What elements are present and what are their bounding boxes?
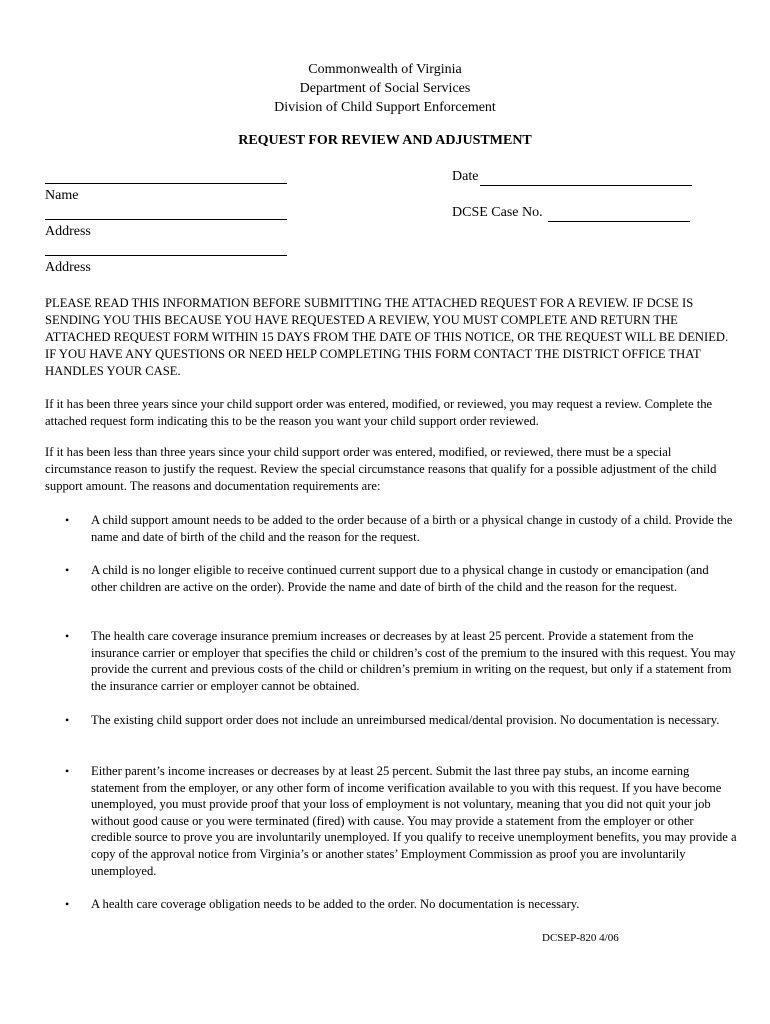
name-label: Name bbox=[45, 188, 79, 203]
notice-paragraph: PLEASE READ THIS INFORMATION BEFORE SUBMITTING THE ATTACHED REQUEST FOR A REVIEW. IF DCSE IS SENDING YOU THIS BECAUSE YOU HAVE REQUESTED A REVIEW, YOU MUST COMPLETE AND RETURN THE ATTACHED REQUEST FORM WITHIN 15 DAYS FROM THE DATE OF THIS NOTICE, OR THE REQUEST WILL BE DENIED. IF YOU HAVE ANY QUESTIONS OR NEED HELP COMPLETING THIS FORM CONTACT THE DISTRICT OFFICE THAT HANDLES YOUR CASE. bbox=[45, 296, 729, 378]
bullet-icon: • bbox=[65, 629, 70, 643]
bullet-icon: • bbox=[65, 563, 70, 577]
list-item-text: A health care coverage obligation needs to be added to the order. No documentation is necessary. bbox=[91, 897, 580, 911]
document-title: REQUEST FOR REVIEW AND ADJUSTMENT bbox=[238, 133, 532, 148]
address-field-line-1[interactable] bbox=[45, 219, 287, 220]
list-item-text: The health care coverage insurance premium increases or decreases by at least 25 percent. Provide a statement from the insurance carrier or employer that specifies the child or children’s cost of the premium to the insured with this request. You may provide the current and previous costs of the child or children’s premium in writing on the request, but only if a statement from the insurance carrier or employer cannot be obtained. bbox=[91, 629, 736, 693]
bullet-icon: • bbox=[65, 513, 70, 527]
name-field-line[interactable] bbox=[45, 183, 287, 184]
address-field-line-2[interactable] bbox=[45, 255, 287, 256]
date-field bbox=[452, 168, 692, 186]
address-label-1: Address bbox=[45, 224, 91, 239]
bullet-icon: • bbox=[65, 713, 70, 727]
paragraph-three-years: If it has been three years since your child support order was entered, modified, or reviewed, you may request a review. Complete the attached request form indicating this to be the reason you want your child support order reviewed. bbox=[45, 397, 713, 428]
header-department: Department of Social Services bbox=[299, 81, 471, 96]
document-header bbox=[0, 60, 770, 117]
header-commonwealth: Commonwealth of Virginia bbox=[308, 62, 462, 77]
bullet-icon: • bbox=[65, 764, 70, 778]
paragraph-special-circumstances: If it has been less than three years since your child support order was entered, modified, or reviewed, there must be a special circumstance reason to justify the request. Review the special circumstance reasons that qualify for a possible adjustment of the child support amount. The reasons and documentation requirements are: bbox=[45, 445, 717, 493]
date-field-line[interactable] bbox=[480, 171, 692, 186]
case-number-label: DCSE Case No. bbox=[452, 205, 543, 220]
date-label: Date bbox=[452, 169, 479, 184]
address-label-2: Address bbox=[45, 260, 91, 275]
list-item-text: Either parent’s income increases or decreases by at least 25 percent. Submit the last three pay stubs, an income earning statement from the employer, or any other form of income verification available to you with this request. If you have become unemployed, you must provide proof that your loss of employment is not voluntary, meaning that you did not quit your job without good cause or you were terminated (fired) with cause. You may provide a statement from the employer or other credible source to prove you are involuntarily unemployed. If you qualify to receive unemployment benefits, you may provide a copy of the approval notice from Virginia’s or another states’ Employment Commission as proof you are involuntarily unemployed. bbox=[91, 764, 737, 878]
case-number-field bbox=[452, 204, 690, 222]
list-item-text: A child is no longer eligible to receive continued current support due to a physical change in custody or emancipation (and other children are active on the order). Provide the name and date of birth of the child and the reason for the request. bbox=[91, 563, 709, 594]
bullet-icon: • bbox=[65, 897, 70, 911]
header-division: Division of Child Support Enforcement bbox=[274, 100, 496, 115]
form-number: DCSEP-820 4/06 bbox=[542, 932, 619, 944]
list-item-text: A child support amount needs to be added to the order because of a birth or a physical change in custody of a child. Provide the name and date of birth of the child and the reason for the request. bbox=[91, 513, 733, 544]
list-item-text: The existing child support order does not include an unreimbursed medical/dental provision. No documentation is necessary. bbox=[91, 713, 720, 727]
case-number-field-line[interactable] bbox=[548, 207, 690, 222]
